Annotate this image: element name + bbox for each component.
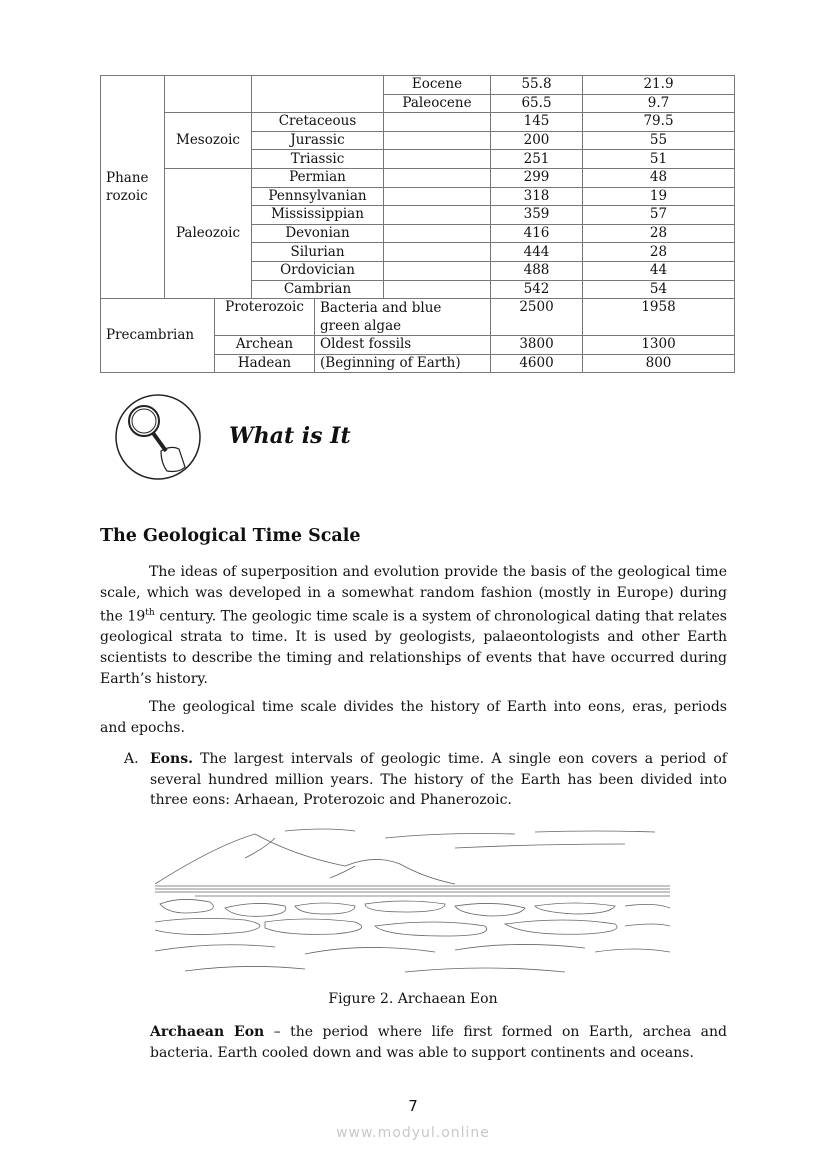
- table-row: Jurassic 200 55: [101, 131, 735, 150]
- heading: The Geological Time Scale: [100, 526, 361, 546]
- table-row: Paleozoic Permian 299 48: [101, 168, 735, 187]
- geologic-time-table: [100, 75, 735, 373]
- table-row: Silurian 444 28: [101, 243, 735, 262]
- watermark: www.modyul.online: [336, 1125, 490, 1141]
- paragraph: The ideas of superposition and evolution provide the basis of the geological time scale, which was developed in a somewhat random fashion (mostly in Europe) during the 19th century. The geologic time scale is a system of chronological dating that relates geological strata to time. It is used by geologists, palaeontologists and other Earth scientists to describe the timing and relationships of events that have occurred during Earth’s history.: [100, 564, 727, 687]
- page-number: 7: [408, 1097, 418, 1115]
- table-row: Devonian 416 28: [101, 224, 735, 243]
- paragraph: The geological time scale divides the history of Earth into eons, eras, periods and epochs.: [100, 699, 727, 736]
- table-row: Precambrian Proterozoic Bacteria and blue green algae 2500 1958: [101, 299, 735, 336]
- list-item: A. Eons. The largest intervals of geologic time. A single eon covers a period of several hundred million years. The history of the Earth has been divided into three eons: Arhaean, Proterozoic and Phanerozoic.: [124, 751, 727, 809]
- section-title: What is It: [229, 423, 351, 449]
- archaean-eon-figure: [155, 826, 670, 981]
- magnifying-glass-icon: [114, 393, 202, 481]
- table-row: Paleocene 65.5 9.7: [101, 94, 735, 113]
- epoch-cell: Paleocene: [384, 94, 491, 113]
- table-row: Mississippian 359 57: [101, 206, 735, 225]
- figure-caption: Figure 2. Archaean Eon: [328, 991, 498, 1007]
- era-mesozoic: Mesozoic: [165, 113, 252, 169]
- eon-phanerozoic: Phane rozoic: [101, 76, 165, 299]
- table-row: Archean Oldest fossils 3800 1300: [101, 336, 735, 355]
- table-row: Mesozoic Cretaceous 145 79.5: [101, 113, 735, 132]
- table-row: Ordovician 488 44: [101, 261, 735, 280]
- eon-precambrian: Precambrian: [101, 299, 215, 373]
- table-row: Hadean (Beginning of Earth) 4600 800: [101, 354, 735, 373]
- table-row: Pennsylvanian 318 19: [101, 187, 735, 206]
- era-paleozoic: Paleozoic: [165, 168, 252, 298]
- table-row: Phane rozoic Eocene 55.8 21.9: [101, 76, 735, 95]
- table-row: Triassic 251 51: [101, 150, 735, 169]
- paragraph: Archaean Eon – the period where life first formed on Earth, archea and bacteria. Earth cooled down and was able to support continents and oceans.: [150, 1024, 727, 1061]
- epoch-cell: Eocene: [384, 76, 491, 95]
- table-row: Cambrian 542 54: [101, 280, 735, 299]
